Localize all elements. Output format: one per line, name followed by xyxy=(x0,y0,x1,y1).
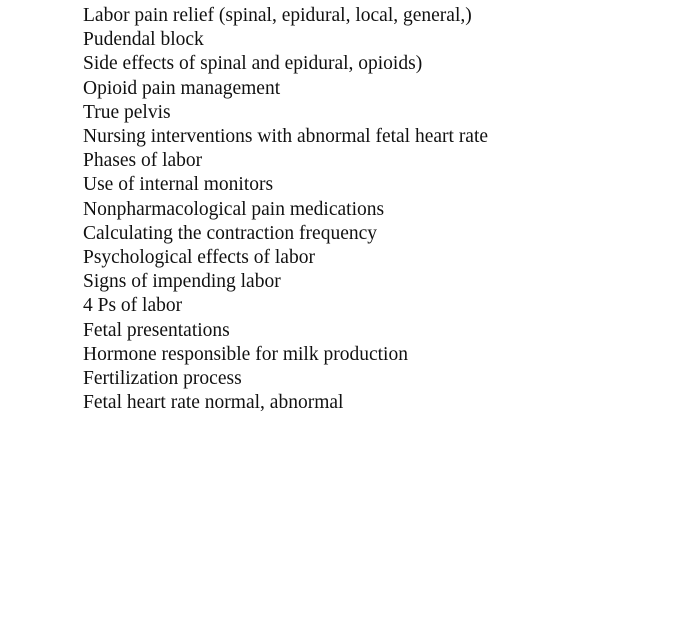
list-item: Psychological effects of labor xyxy=(83,247,315,269)
topic-list xyxy=(83,4,488,415)
list-item: Hormone responsible for milk production xyxy=(83,343,408,365)
list-item: Fetal presentations xyxy=(83,319,230,341)
list-item: Use of internal monitors xyxy=(83,174,274,196)
list-item: Nursing interventions with abnormal fetal heart rate xyxy=(83,126,489,148)
list-item: Signs of impending labor xyxy=(83,271,281,293)
list-item: Calculating the contraction frequency xyxy=(83,222,378,244)
list-item: Fertilization process xyxy=(83,368,242,390)
list-item: Fetal heart rate normal, abnormal xyxy=(83,392,344,414)
list-item: 4 Ps of labor xyxy=(83,295,183,317)
list-item: Side effects of spinal and epidural, opioids) xyxy=(83,53,423,75)
list-item: True pelvis xyxy=(83,101,171,123)
list-item: Nonpharmacological pain medications xyxy=(83,198,385,220)
list-item: Pudendal block xyxy=(83,29,204,51)
list-item: Opioid pain management xyxy=(83,77,281,99)
list-item: Labor pain relief (spinal, epidural, local, general,) xyxy=(83,5,472,26)
list-item: Phases of labor xyxy=(83,150,203,172)
